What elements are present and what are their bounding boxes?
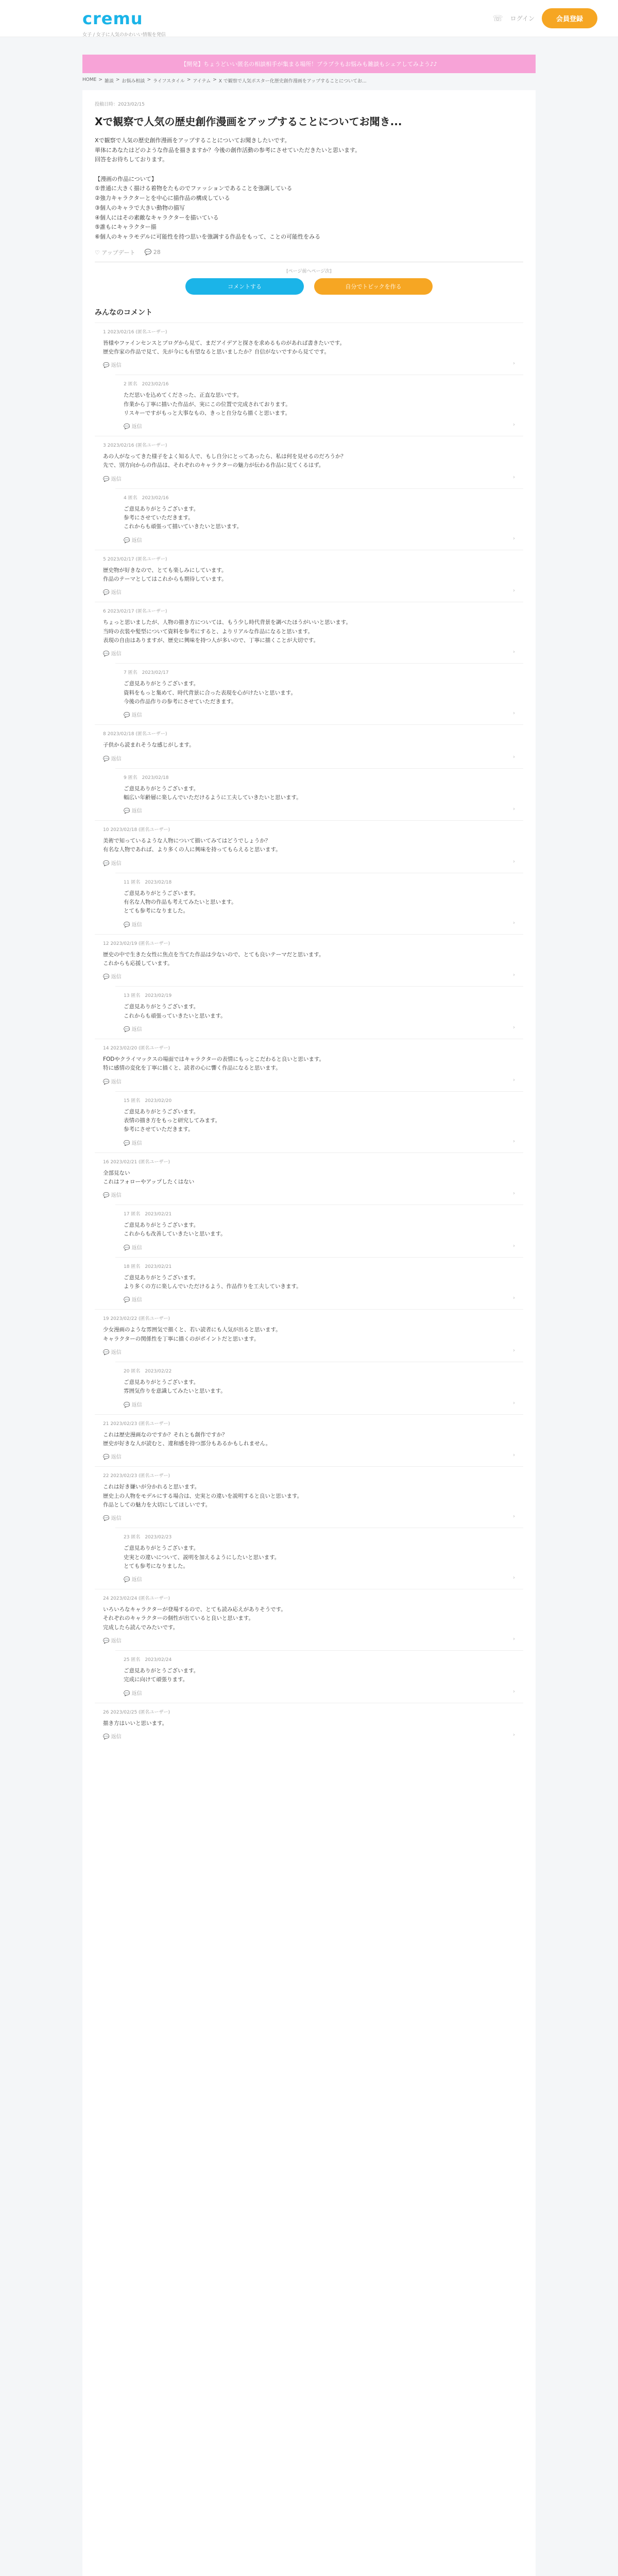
comment-meta: 26 2023/02/25 (匿名ユーザー) xyxy=(103,1709,170,1715)
comment-meta: 9 匿名 2023/02/18 xyxy=(124,775,169,781)
reply-label: 返信 xyxy=(111,1734,122,1740)
reply-label: 返信 xyxy=(111,590,122,596)
comment-meta: 25 匿名 2023/02/24 xyxy=(124,1657,172,1663)
comment-meta: 3 2023/02/16 (匿名ユーザー) xyxy=(103,443,167,449)
reply-comment xyxy=(115,488,523,550)
reply-button[interactable]: 💬 返信 xyxy=(124,424,142,430)
reply-button[interactable]: 💬 返信 xyxy=(103,476,122,482)
comment-body: ご意見ありがとうございます。 より多くの方に楽しんでいただけるよう、作品作りを工夫していきます。 xyxy=(124,1274,302,1290)
comment-actions xyxy=(124,536,515,544)
comment-body: あの人がなってきた様子をよく知る人で、もし自分にとってあったら、私は何を見せるのだろうか？ 先で、別方向からの作品は、それぞれのキャラクターの魅力が伝わる作品に見てくるはず。 xyxy=(103,453,346,469)
post-actions xyxy=(95,248,523,257)
comment-meta: 10 2023/02/18 (匿名ユーザー) xyxy=(103,827,170,833)
breadcrumb-item[interactable]: お悩み相談 xyxy=(122,79,145,84)
comment-actions xyxy=(103,859,515,867)
comment-body: ご意見ありがとうございます。 雰囲気作りを意識してみたいと思います。 xyxy=(124,1379,226,1395)
site-tagline: 女子 / 女子に人気のかわいい情報を発信 xyxy=(82,32,166,38)
reply-comment xyxy=(115,1528,523,1589)
more-icon[interactable]: › xyxy=(513,1348,515,1353)
more-icon[interactable]: › xyxy=(513,920,515,926)
reply-label: 返信 xyxy=(131,1297,142,1303)
comment-actions xyxy=(103,361,515,368)
breadcrumb-item[interactable]: アイテム xyxy=(193,79,211,84)
comment-meta: 1 2023/02/16 (匿名ユーザー) xyxy=(103,329,167,335)
reply-label: 返信 xyxy=(131,922,142,928)
reply-label: 返信 xyxy=(131,808,142,815)
comment-actions xyxy=(103,474,515,482)
reply-label: 返信 xyxy=(131,1245,142,1251)
comment xyxy=(95,1589,523,1650)
comment-actions xyxy=(124,1295,515,1303)
more-icon[interactable]: › xyxy=(513,1077,515,1083)
comment-actions xyxy=(103,1514,515,1521)
more-icon[interactable]: › xyxy=(513,422,515,428)
breadcrumb-separator: > xyxy=(98,77,102,82)
reply-label: 返信 xyxy=(111,363,122,369)
comment-actions xyxy=(124,1025,515,1032)
comment-actions xyxy=(124,422,515,430)
comment-actions xyxy=(103,588,515,596)
comment-actions xyxy=(124,1139,515,1146)
breadcrumb-item[interactable]: ライフスタイル xyxy=(152,79,185,84)
comment-meta: 19 2023/02/22 (匿名ユーザー) xyxy=(103,1316,170,1322)
pager[interactable]: [ページ前へページ次] xyxy=(286,268,332,274)
reply-comment xyxy=(115,663,523,724)
comment-actions xyxy=(124,1689,515,1697)
reply-label: 返信 xyxy=(111,1193,122,1199)
reply-label: 返信 xyxy=(111,1350,122,1355)
reply-button[interactable]: 💬 返信 xyxy=(103,1454,122,1461)
comment-actions xyxy=(103,1191,515,1198)
comment-meta: 7 匿名 2023/02/17 xyxy=(124,670,169,676)
more-icon[interactable]: › xyxy=(513,1732,515,1738)
comment-meta: 23 匿名 2023/02/23 xyxy=(124,1535,172,1540)
reply-label: 返信 xyxy=(111,756,122,762)
comment-actions xyxy=(103,754,515,762)
bell-icon[interactable]: ☏ xyxy=(492,13,503,23)
reply-button[interactable]: 💬 返信 xyxy=(124,1140,142,1146)
reply-comment xyxy=(115,1362,523,1414)
more-icon[interactable]: › xyxy=(513,1636,515,1642)
more-icon[interactable]: › xyxy=(513,1024,515,1030)
reply-comment xyxy=(115,1091,523,1153)
more-icon[interactable]: › xyxy=(513,1452,515,1459)
reply-button[interactable]: 💬 返信 xyxy=(103,974,122,980)
post-body: Xで観察で人気の歴史創作漫画をアップすることについてお聞きしたいです。 単体にあなたはどのような作品を描きますか？今後の創作活動の参考にさせていただきたいと思います。 回答をお待ちしております。 【漫画の作品について】 ①普通に大きく描ける着物をたものでファッションであることを強調している ②強力キャラクターとを中心に描作品の構成している ③個人のキャラで大きい動物の描写 ④個人にはその素敵なキャラクターを描いている ⑤誰もにキャラクター描 ⑥個人のキャラモデルに可能性を持つ思いを強調する作品をもって、ことの可能性をみる xyxy=(95,137,361,240)
comment-actions xyxy=(124,710,515,718)
more-icon[interactable]: › xyxy=(513,1138,515,1144)
post-meta: 投稿日時：2023/02/15 xyxy=(95,102,145,107)
comment-meta: 8 2023/02/18 (匿名ユーザー) xyxy=(103,732,167,737)
reply-button[interactable]: 💬 返信 xyxy=(103,651,122,657)
reply-comment xyxy=(115,1257,523,1310)
comment-meta: 15 匿名 2023/02/20 xyxy=(124,1098,172,1104)
comment-count: 💬 28 xyxy=(144,249,161,256)
comment-body: ただ思いを込めてくださった、正直な思いです。 作業から丁寧に描いた作品が、実にこの位置で完成されております。 リスキーですがもっと大事なもの、きっと自分なら描くと思います。 xyxy=(124,392,291,416)
header-actions xyxy=(493,8,597,28)
reply-label: 返信 xyxy=(131,424,142,430)
reply-label: 返信 xyxy=(131,1690,142,1697)
comment-actions xyxy=(124,920,515,928)
reply-label: 返信 xyxy=(111,651,122,657)
reply-label: 返信 xyxy=(111,974,122,980)
comment-body: 子供から読まれそうな感じがします。 xyxy=(103,742,195,749)
site-logo[interactable]: cremu xyxy=(82,8,143,28)
comment-actions xyxy=(124,1575,515,1583)
breadcrumb-separator: > xyxy=(213,77,217,82)
more-icon[interactable]: › xyxy=(513,1514,515,1520)
breadcrumb-separator: > xyxy=(147,77,151,82)
comment-actions xyxy=(103,1732,515,1740)
more-icon[interactable]: › xyxy=(513,806,515,812)
reply-comment xyxy=(115,873,523,934)
comment-body: 描き方はいいと思います。 xyxy=(103,1720,168,1726)
more-icon[interactable]: › xyxy=(513,535,515,541)
reply-button[interactable]: 💬 返信 xyxy=(103,1734,122,1740)
comment-body: ご意見ありがとうございます。 資料をもっと集めて、時代背景に合った表現を心がけたいと思います。 今後の作品作りの参考にさせていただきます。 xyxy=(124,681,296,705)
reply-label: 返信 xyxy=(131,1140,142,1146)
post-title: Xで観察で人気の歴史創作漫画をアップすることについてお聞き... xyxy=(95,115,402,128)
reply-button[interactable]: 💬 返信 xyxy=(124,1690,142,1697)
comment xyxy=(95,323,523,375)
comment-meta: 18 匿名 2023/02/21 xyxy=(124,1264,172,1269)
comment-body: 全部見ない これはフォローやアップしたくはない xyxy=(103,1170,195,1185)
reply-button[interactable]: 💬 返信 xyxy=(103,363,122,369)
breadcrumb-item[interactable]: HOME xyxy=(82,77,97,82)
reply-button[interactable]: 💬 返信 xyxy=(103,1193,122,1199)
more-icon[interactable]: › xyxy=(513,1191,515,1197)
comment xyxy=(95,602,523,663)
reply-button[interactable]: 💬 返信 xyxy=(124,1245,142,1251)
comment-actions xyxy=(103,1077,515,1085)
comment-body: ご意見ありがとうございます。 表情の描き方をもっと研究してみます。 参考にさせていただきます。 xyxy=(124,1108,221,1133)
site-header xyxy=(0,0,618,37)
comment-meta: 12 2023/02/19 (匿名ユーザー) xyxy=(103,941,170,946)
comment xyxy=(95,934,523,987)
comment-body: 皆様やファインセンスとブログから見て、まだアイデアと探さを求めるものがあれば書きたいです。 歴史作家の作品で見て、先が今にも有望なると思いましたか？自信がないですから見てです。 xyxy=(103,340,345,355)
breadcrumb-item[interactable]: 雑談 xyxy=(104,79,114,84)
reply-button[interactable]: 💬 返信 xyxy=(124,537,142,544)
comment-meta: 2 匿名 2023/02/16 xyxy=(124,382,169,387)
comment-body: 歴史物が好きなので、とても楽しみにしています。 作品のテーマとしてはこれからも期待しています。 xyxy=(103,567,227,582)
reply-comment xyxy=(115,1650,523,1703)
more-icon[interactable]: › xyxy=(513,858,515,865)
comment-meta: 16 2023/02/21 (匿名ユーザー) xyxy=(103,1159,170,1165)
reply-button[interactable]: 💬 返信 xyxy=(103,1638,122,1645)
comment-body: ご意見ありがとうございます。 参考にさせていただきます。 これからも頑張って描いていきたいと思います。 xyxy=(124,505,243,530)
comment-body: ご意見ありがとうございます。 有名な人物の作品も考えてみたいと思います。 とても参考になりました。 xyxy=(124,890,237,914)
breadcrumb-separator: > xyxy=(115,77,120,82)
main-content xyxy=(82,90,536,2576)
comment-body: これは歴史漫画なのですか？それとも創作ですか？ 歴史が好きな人が読むと、違和感を持つ部分もあるかもしれません。 xyxy=(103,1431,271,1447)
more-icon[interactable]: › xyxy=(513,1243,515,1249)
more-icon[interactable]: › xyxy=(513,361,515,367)
create-topic-button[interactable]: 自分でトピックを作る xyxy=(314,278,433,295)
more-icon[interactable]: › xyxy=(513,1400,515,1406)
reply-button[interactable]: 💬 返信 xyxy=(103,860,122,867)
comment-actions xyxy=(124,1400,515,1408)
reply-button[interactable]: 💬 返信 xyxy=(124,713,142,719)
comment-actions xyxy=(103,1636,515,1644)
more-icon[interactable]: › xyxy=(513,754,515,760)
more-icon[interactable]: › xyxy=(513,710,515,717)
comment xyxy=(95,1039,523,1091)
comment-body: ご意見ありがとうございます。 完成に向けて頑張ります。 xyxy=(124,1668,199,1683)
comment-actions xyxy=(124,1243,515,1251)
breadcrumb-separator: > xyxy=(186,77,191,82)
reply-label: 返信 xyxy=(131,1577,142,1583)
comment-meta: 11 匿名 2023/02/18 xyxy=(124,879,172,885)
comment-body: FODやクライマックスの場面ではキャラクターの表情にもっとこだわると良いと思います。 特に感情の変化を丁寧に描くと、読者の心に響く作品になると思います。 xyxy=(103,1056,324,1072)
comment-meta: 5 2023/02/17 (匿名ユーザー) xyxy=(103,556,167,562)
register-button[interactable]: 会員登録 xyxy=(542,8,597,28)
comment-actions xyxy=(103,972,515,980)
reply-label: 返信 xyxy=(111,1079,122,1085)
reply-button[interactable]: 💬 返信 xyxy=(124,1026,142,1032)
comment-button[interactable]: コメントする xyxy=(185,278,304,295)
reply-button[interactable]: 💬 返信 xyxy=(124,1402,142,1408)
comment-body: 少女漫画のような雰囲気で描くと、若い読者にも人気が出ると思います。 キャラクターの関係性を丁寧に描くのがポイントだと思います。 xyxy=(103,1327,281,1342)
reply-comment xyxy=(115,375,523,436)
reply-button[interactable]: 💬 返信 xyxy=(124,1577,142,1583)
reply-button[interactable]: 💬 返信 xyxy=(103,756,122,762)
reply-button[interactable]: 💬 返信 xyxy=(103,1516,122,1522)
like-button[interactable]: ♡ アップデート xyxy=(95,249,135,256)
reply-label: 返信 xyxy=(111,476,122,482)
comment-body: いろいろなキャラクターが登場するので、とても読み応えがありそうです。 それぞれのキャラクターの個性が出ていると良いと思います。 完成したら読んでみたいです。 xyxy=(103,1606,286,1631)
reply-comment xyxy=(115,1205,523,1257)
reply-button[interactable]: 💬 返信 xyxy=(124,922,142,928)
comments-heading: みんなのコメント xyxy=(95,308,152,317)
comment xyxy=(95,1309,523,1362)
reply-button[interactable]: 💬 返信 xyxy=(103,1079,122,1085)
reply-label: 返信 xyxy=(131,1402,142,1408)
comment xyxy=(95,550,523,602)
more-icon[interactable]: › xyxy=(513,1688,515,1694)
comment-body: 美術で知っているような人物について描いてみてはどうでしょうか？ 有名な人物であれば、より多くの人に興味を持ってもらえると思います。 xyxy=(103,838,281,853)
comment-meta: 14 2023/02/20 (匿名ユーザー) xyxy=(103,1045,170,1051)
comment-meta: 21 2023/02/23 (匿名ユーザー) xyxy=(103,1421,170,1427)
comment xyxy=(95,436,523,488)
comment-body: ご意見ありがとうございます。 史実との違いについて、説明を加えるようにしたいと思います。 とても参考になりました。 xyxy=(124,1545,280,1569)
action-buttons xyxy=(95,278,523,295)
comment xyxy=(95,1466,523,1528)
comment-actions xyxy=(103,1348,515,1355)
comment-body: これは好き嫌いが分かれると思います。 歴史上の人物をモデルにする場合は、史実との違いを説明すると良いと思います。 作品としての魅力を大切にしてほしいです。 xyxy=(103,1484,303,1508)
reply-label: 返信 xyxy=(111,860,122,867)
comment-actions xyxy=(103,649,515,657)
comment-list xyxy=(95,323,523,1746)
reply-button[interactable]: 💬 返信 xyxy=(124,1297,142,1303)
comment-body: ご意見ありがとうございます。 幅広い年齢層に楽しんでいただけるように工夫していきたいと思います。 xyxy=(124,785,302,801)
breadcrumb xyxy=(82,77,536,84)
login-link[interactable]: ログイン xyxy=(510,15,535,22)
comment xyxy=(95,1153,523,1205)
reply-button[interactable]: 💬 返信 xyxy=(124,808,142,815)
comment-count-value: 28 xyxy=(153,249,161,256)
comment-meta: 20 匿名 2023/02/22 xyxy=(124,1369,172,1374)
reply-label: 返信 xyxy=(131,713,142,719)
reply-comment xyxy=(115,768,523,821)
comment-actions xyxy=(103,1452,515,1460)
reply-button[interactable]: 💬 返信 xyxy=(103,1350,122,1355)
comment xyxy=(95,1414,523,1467)
comment-meta: 24 2023/02/24 (匿名ユーザー) xyxy=(103,1596,170,1602)
comment xyxy=(95,820,523,873)
reply-label: 返信 xyxy=(131,537,142,544)
breadcrumb-current: X で観察で人気ポスター化歴史創作漫画をアップすることについてお... xyxy=(218,79,367,84)
comment-meta: 13 匿名 2023/02/19 xyxy=(124,993,172,999)
comment-meta: 6 2023/02/17 (匿名ユーザー) xyxy=(103,609,167,615)
reply-button[interactable]: 💬 返信 xyxy=(103,590,122,596)
reply-label: 返信 xyxy=(111,1454,122,1461)
comment-body: ご意見ありがとうございます。 これからも改善していきたいと思います。 xyxy=(124,1222,226,1238)
more-icon[interactable]: › xyxy=(513,1575,515,1581)
reply-label: 返信 xyxy=(111,1638,122,1645)
more-icon[interactable]: › xyxy=(513,972,515,978)
more-icon[interactable]: › xyxy=(513,588,515,594)
comment-body: ご意見ありがとうございます。 これからも頑張っていきたいと思います。 xyxy=(124,1004,226,1019)
more-icon[interactable]: › xyxy=(513,649,515,655)
comment-meta: 4 匿名 2023/02/16 xyxy=(124,495,169,501)
more-icon[interactable]: › xyxy=(513,1295,515,1301)
comment xyxy=(95,1703,523,1746)
reply-comment xyxy=(115,986,523,1039)
comment-actions xyxy=(124,806,515,814)
reply-label: 返信 xyxy=(111,1516,122,1522)
like-label: アップデート xyxy=(101,249,135,256)
promo-banner[interactable]: 【開発】ちょうどいい匿名の相談相手が集まる場所！ブラブラもお悩みも雑談もシェアしてみよう♪♪ xyxy=(82,55,536,73)
comment-body: 歴史の中で生きた女性に焦点を当てた作品は少ないので、とても良いテーマだと思います。 これからも応援しています。 xyxy=(103,951,324,967)
comment-body: ちょっと思いましたが、人物の描き方については、もう少し時代背景を調べたほうがいいと思います。 当時の衣装や髪型について資料を参考にすると、よりリアルな作品になると思います。 表現の自由はありますが、歴史に興味を持つ人が多いので、丁寧に描くことが大切です。 xyxy=(103,619,351,643)
comment xyxy=(95,724,523,768)
reply-label: 返信 xyxy=(131,1026,142,1032)
comment-meta: 22 2023/02/23 (匿名ユーザー) xyxy=(103,1473,170,1479)
more-icon[interactable]: › xyxy=(513,474,515,480)
comment-meta: 17 匿名 2023/02/21 xyxy=(124,1212,172,1217)
